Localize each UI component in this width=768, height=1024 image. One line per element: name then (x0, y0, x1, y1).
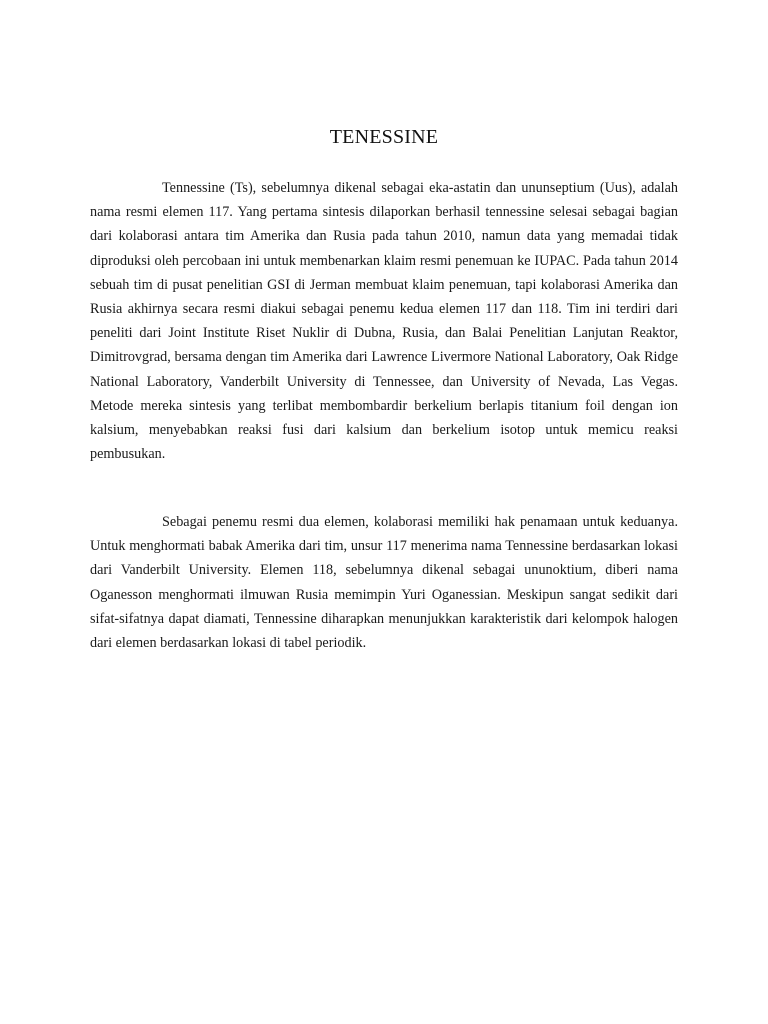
paragraph-1: Tennessine (Ts), sebelumnya dikenal sebagai eka-astatin dan ununseptium (Uus), adalah nama resmi elemen 117. Yang pertama sintesis dilaporkan berhasil tennessine selesai sebagai bagian dari kolaborasi antara tim Amerika dan Rusia pada tahun 2010, namun data yang memadai tidak diproduksi oleh percobaan ini untuk membenarkan klaim resmi penemuan ke IUPAC. Pada tahun 2014 sebuah tim di pusat penelitian GSI di Jerman membuat klaim penemuan, tapi kolaborasi Amerika dan Rusia akhirnya secara resmi diakui sebagai penemu kedua elemen 117 dan 118. Tim ini terdiri dari peneliti dari Joint Institute Riset Nuklir di Dubna, Rusia, dan Balai Penelitian Lanjutan Reaktor, Dimitrovgrad, bersama dengan tim Amerika dari Lawrence Livermore National Laboratory, Oak Ridge National Laboratory, Vanderbilt University di Tennessee, dan University of Nevada, Las Vegas. Metode mereka sintesis yang terlibat membombardir berkelium berlapis titanium foil dengan ion kalsium, menyebabkan reaksi fusi dari kalsium dan berkelium isotop untuk memicu reaksi pembusukan. (90, 180, 678, 463)
paragraph-2: Sebagai penemu resmi dua elemen, kolaborasi memiliki hak penamaan untuk keduanya. Untuk menghormati babak Amerika dari tim, unsur 117 menerima nama Tennessine berdasarkan lokasi dari Vanderbilt University. Elemen 118, sebelumnya dikenal sebagai ununoktium, diberi nama Oganesson menghormati ilmuwan Rusia memimpin Yuri Oganessian. Meskipun sangat sedikit dari sifat-sifatnya dapat diamati, Tennessine diharapkan menunjukkan karakteristik dari kelompok halogen dari elemen berdasarkan lokasi di tabel periodik. (90, 514, 678, 652)
document-title: TENESSINE (329, 126, 439, 148)
